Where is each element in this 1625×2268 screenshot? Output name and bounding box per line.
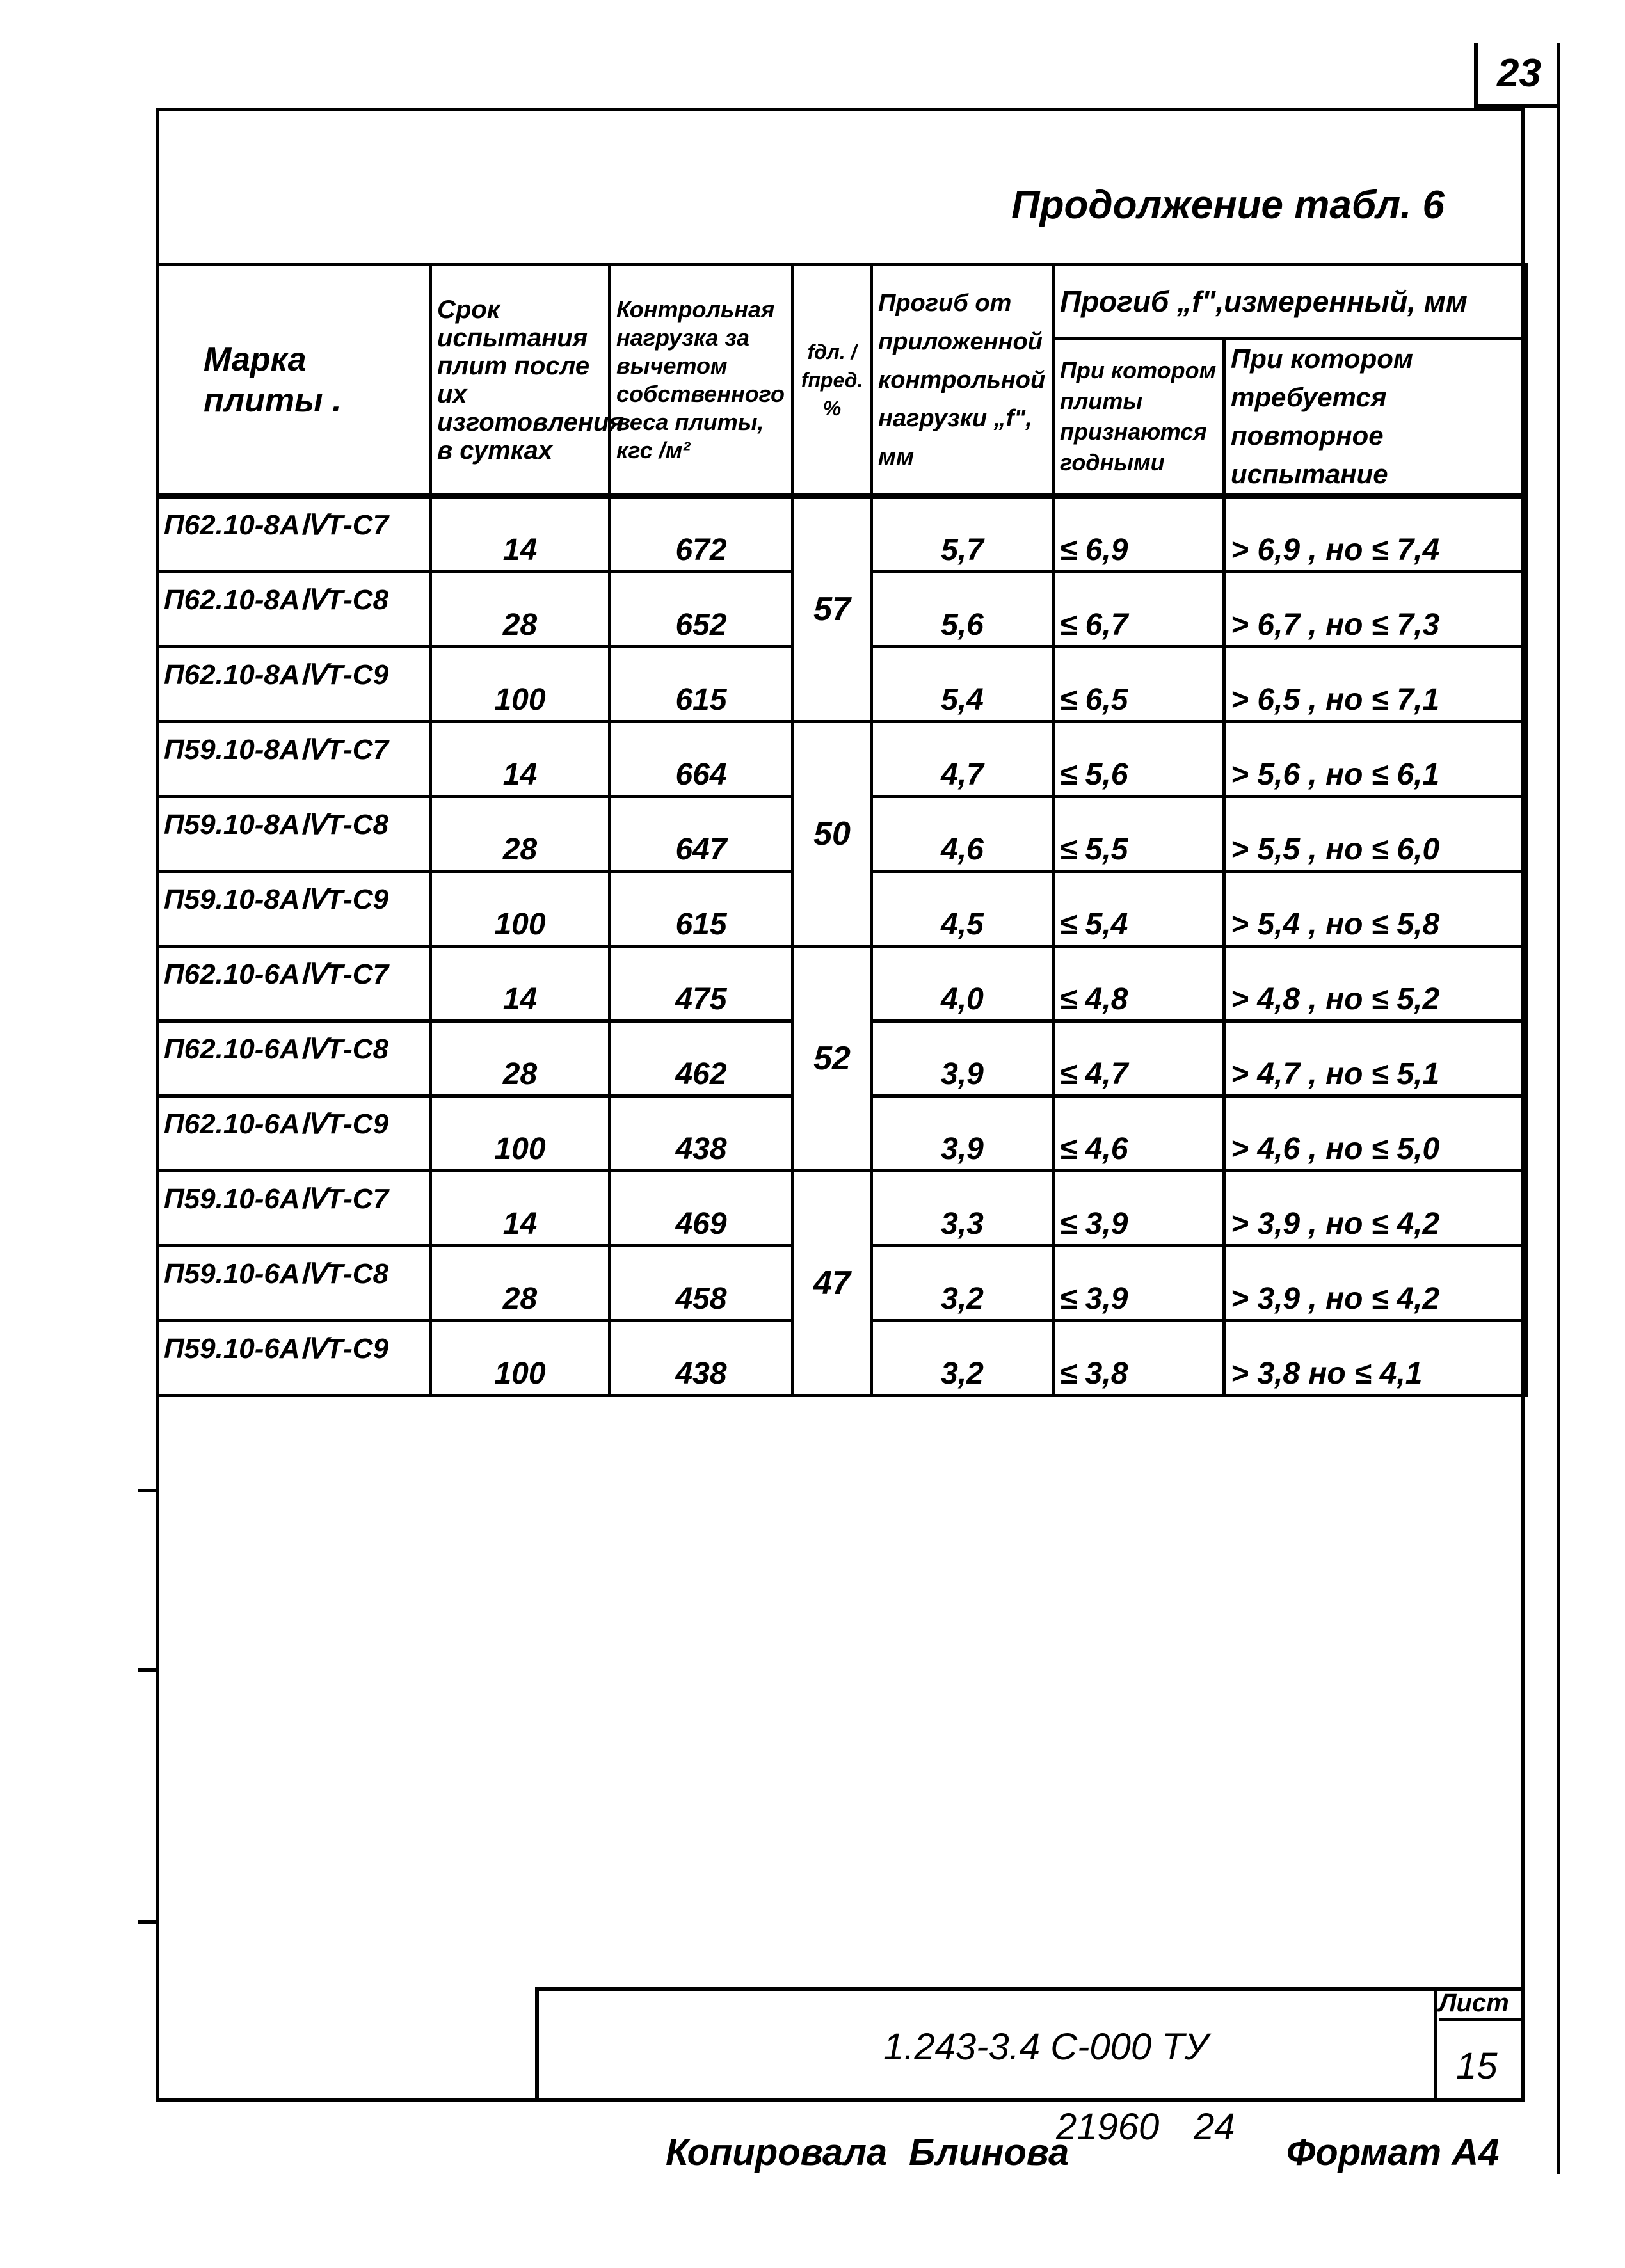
copier-name: Блинова xyxy=(909,2132,1069,2173)
cell-load: 647 xyxy=(610,797,793,872)
table-row xyxy=(157,946,1526,1021)
cell-mark: П62.10-6AⅣТ-С8 xyxy=(157,1021,431,1096)
cell-ratio: 50 xyxy=(793,722,872,946)
cell-term: 28 xyxy=(431,1246,610,1321)
cell-retest: > 5,5 , но ≤ 6,0 xyxy=(1224,797,1526,872)
cell-load: 469 xyxy=(610,1171,793,1246)
cell-accepted: ≤ 3,9 xyxy=(1053,1246,1224,1321)
cell-term: 100 xyxy=(431,872,610,946)
cell-accepted: ≤ 4,7 xyxy=(1053,1021,1224,1096)
cell-accepted: ≤ 3,8 xyxy=(1053,1321,1224,1396)
cell-load: 615 xyxy=(610,872,793,946)
cell-load: 672 xyxy=(610,496,793,572)
cell-retest: > 5,6 , но ≤ 6,1 xyxy=(1224,722,1526,797)
cell-mark: П62.10-6AⅣТ-С7 xyxy=(157,946,431,1021)
cell-mark: П59.10-6AⅣТ-С7 xyxy=(157,1171,431,1246)
order-number: 21960 xyxy=(1056,2106,1160,2148)
table-title: Продолжение табл. 6 xyxy=(1011,183,1445,227)
cell-accepted: ≤ 6,5 xyxy=(1053,647,1224,722)
header-deflection-measured: Прогиб „f",измеренный, мм xyxy=(1053,265,1526,339)
sheet-label: Лист xyxy=(1439,1989,1525,2021)
cell-deflection: 3,2 xyxy=(872,1246,1053,1321)
cell-load: 458 xyxy=(610,1246,793,1321)
cell-mark: П62.10-8AⅣТ-С7 xyxy=(157,496,431,572)
cell-retest: > 3,9 , но ≤ 4,2 xyxy=(1224,1246,1526,1321)
cell-load: 664 xyxy=(610,722,793,797)
cell-accepted: ≤ 4,6 xyxy=(1053,1096,1224,1171)
page-number: 23 xyxy=(1474,43,1560,108)
cell-accepted: ≤ 4,8 xyxy=(1053,946,1224,1021)
cell-accepted: ≤ 6,9 xyxy=(1053,496,1224,572)
table-row xyxy=(157,1171,1526,1246)
table-row xyxy=(157,722,1526,797)
cell-mark: П59.10-8AⅣТ-С7 xyxy=(157,722,431,797)
cell-term: 14 xyxy=(431,496,610,572)
cell-retest: > 4,8 , но ≤ 5,2 xyxy=(1224,946,1526,1021)
format-label: Формат А4 xyxy=(1286,2132,1500,2173)
cell-term: 14 xyxy=(431,946,610,1021)
copied-by-label: Копировала xyxy=(666,2132,888,2173)
deflection-table xyxy=(156,263,1528,1397)
cell-load: 438 xyxy=(610,1096,793,1171)
header-mark: Марка плиты . xyxy=(157,265,431,497)
margin-tick xyxy=(138,1920,157,1924)
cell-term: 100 xyxy=(431,1096,610,1171)
cell-retest: > 5,4 , но ≤ 5,8 xyxy=(1224,872,1526,946)
cell-load: 652 xyxy=(610,572,793,647)
cell-accepted: ≤ 3,9 xyxy=(1053,1171,1224,1246)
cell-deflection: 3,3 xyxy=(872,1171,1053,1246)
header-retest: При котором требуется повторное испытание xyxy=(1224,339,1526,497)
document-code: 1.243-3.4 С-000 ТУ xyxy=(883,2026,1208,2068)
header-deflection-applied: Прогиб от приложенной контрольной нагрузки „f", мм xyxy=(872,265,1053,497)
cell-deflection: 3,9 xyxy=(872,1096,1053,1171)
copy-number: 24 xyxy=(1194,2106,1235,2148)
table-row xyxy=(157,496,1526,572)
sheet-number: 15 xyxy=(1456,2045,1498,2087)
cell-mark: П59.10-8AⅣТ-С9 xyxy=(157,872,431,946)
cell-term: 100 xyxy=(431,647,610,722)
cell-deflection: 3,2 xyxy=(872,1321,1053,1396)
cell-retest: > 3,9 , но ≤ 4,2 xyxy=(1224,1171,1526,1246)
margin-tick xyxy=(138,1668,157,1672)
margin-tick xyxy=(138,1489,157,1492)
header-accepted: При котором плиты признаются годными xyxy=(1053,339,1224,497)
cell-load: 462 xyxy=(610,1021,793,1096)
cell-accepted: ≤ 5,6 xyxy=(1053,722,1224,797)
cell-mark: П59.10-6AⅣТ-С9 xyxy=(157,1321,431,1396)
cell-retest: > 4,6 , но ≤ 5,0 xyxy=(1224,1096,1526,1171)
cell-retest: > 4,7 , но ≤ 5,1 xyxy=(1224,1021,1526,1096)
cell-ratio: 52 xyxy=(793,946,872,1171)
cell-mark: П59.10-8AⅣТ-С8 xyxy=(157,797,431,872)
cell-accepted: ≤ 5,4 xyxy=(1053,872,1224,946)
cell-deflection: 4,0 xyxy=(872,946,1053,1021)
cell-deflection: 4,6 xyxy=(872,797,1053,872)
cell-deflection: 4,5 xyxy=(872,872,1053,946)
cell-term: 14 xyxy=(431,722,610,797)
cell-ratio: 47 xyxy=(793,1171,872,1396)
cell-mark: П59.10-6AⅣТ-С8 xyxy=(157,1246,431,1321)
cell-retest: > 6,9 , но ≤ 7,4 xyxy=(1224,496,1526,572)
cell-mark: П62.10-8AⅣТ-С9 xyxy=(157,647,431,722)
cell-load: 615 xyxy=(610,647,793,722)
cell-deflection: 5,7 xyxy=(872,496,1053,572)
cell-retest: > 6,5 , но ≤ 7,1 xyxy=(1224,647,1526,722)
cell-load: 438 xyxy=(610,1321,793,1396)
cell-mark: П62.10-8AⅣТ-С8 xyxy=(157,572,431,647)
cell-term: 28 xyxy=(431,572,610,647)
cell-accepted: ≤ 5,5 xyxy=(1053,797,1224,872)
cell-term: 28 xyxy=(431,1021,610,1096)
cell-term: 14 xyxy=(431,1171,610,1246)
cell-deflection: 5,4 xyxy=(872,647,1053,722)
header-control-load: Контрольная нагрузка за вычетом собственного веса плиты, кгс /м² xyxy=(610,265,793,497)
cell-term: 100 xyxy=(431,1321,610,1396)
cell-mark: П62.10-6AⅣТ-С9 xyxy=(157,1096,431,1171)
cell-retest: > 3,8 но ≤ 4,1 xyxy=(1224,1321,1526,1396)
cell-term: 28 xyxy=(431,797,610,872)
header-ratio: fдл. / fпред. % xyxy=(793,265,872,497)
cell-deflection: 3,9 xyxy=(872,1021,1053,1096)
cell-load: 475 xyxy=(610,946,793,1021)
cell-accepted: ≤ 6,7 xyxy=(1053,572,1224,647)
right-border-line xyxy=(1557,43,1560,2174)
cell-deflection: 4,7 xyxy=(872,722,1053,797)
cell-deflection: 5,6 xyxy=(872,572,1053,647)
header-test-term: Срок испытания плит после их изготовления в сутках xyxy=(431,265,610,497)
cell-ratio: 57 xyxy=(793,496,872,722)
cell-retest: > 6,7 , но ≤ 7,3 xyxy=(1224,572,1526,647)
